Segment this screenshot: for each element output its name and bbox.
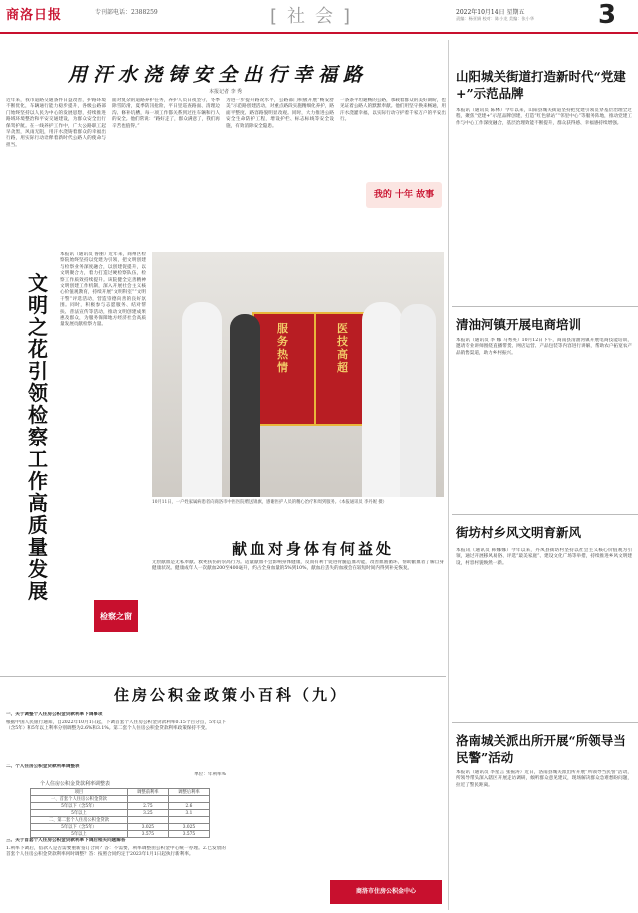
- fund-body3-continued: [232, 712, 444, 852]
- table-cell: [127, 796, 168, 803]
- table-cell: 3.25: [127, 810, 168, 817]
- person-3: [362, 302, 402, 497]
- person-4: [400, 304, 436, 497]
- right-story-2-title: 清油河镇开展电商培训: [456, 317, 582, 332]
- story-banner: [366, 182, 442, 208]
- lead-column-2: 面对复杂的道路养护任务，养护人员日夜坚守，冬季除雪防滑，夏季防汛抢险，平日里巡查路面、清理边沟、修补坑槽，每一项工作都关系到过往车辆和行人的安全。他们常说：“路好走了，群众满意了，我们再辛苦也值得。”: [112, 98, 220, 129]
- right-story-2-body: 本报讯（通讯员 李 娜 马秀英）10月12日下午，商南县清油河镇开展电商技能培训，邀请专业讲师围绕直播带货、网店运营、产品包装等内容进行讲解，帮助农户拓宽农产品销售渠道，助力乡村振兴。: [456, 338, 632, 356]
- lead-photo: [152, 252, 444, 497]
- table-cell: 2.75: [127, 803, 168, 810]
- hotline: 专刊部电话：2388259: [95, 9, 158, 16]
- fund-footer-ad: 商洛市住房公积金中心: [330, 880, 442, 904]
- table-row: [31, 817, 210, 824]
- lead-column-1: 近年来，我市道路交通条件日益改善，护路环境不断优化，车辆通行能力稳步提升，各级公路部门始终坚持以人民为中心的发展思想，持续推进路域环境整治和平安交通建设，为群众安全出行保驾护航。在一线养护工作中，广大公路职工起早贪黑，风雨无阻，用汗水浇铸着群众的幸福出行路，用实际行动诠释着新时代公路人的使命与担当。: [6, 98, 106, 148]
- table-cell: 5年以下（含5年）: [31, 824, 128, 831]
- table-header-row: [31, 789, 210, 796]
- table-row: [31, 796, 210, 803]
- pennant-left-text: 服务热情: [277, 322, 288, 374]
- fund-body3: 1.利率下调后，借款人是否需要重新签订合同？答：不需要，利率调整由公积金中心统一办理。2.已发放的首套个人住房公积金贷款利率何时调整？答：按照合同约定于2023年1月1日起执行新利率。: [6, 846, 226, 858]
- left-story-title: 文明之花引领检察工作高质量发展: [28, 271, 48, 603]
- table-cell: 3.575: [127, 831, 168, 838]
- table-row: [31, 831, 210, 838]
- prosecutor-badge: 检察之窗: [94, 600, 138, 632]
- table-cell: 3.1: [168, 810, 209, 817]
- fund-q3: 三、关于首套个人住房公积金贷款利率下调后相关问题解答: [6, 838, 126, 843]
- right-rule-1: [452, 306, 638, 307]
- lead-headline: 用汗水浇铸安全出行幸福路: [68, 64, 369, 86]
- table-header-cell: 项目: [31, 789, 128, 796]
- fund-q1: 一、关于调整个人住房公积金贷款利率下调事项: [6, 712, 103, 717]
- fund-title: 住房公积金政策小百科（九）: [114, 686, 349, 704]
- table-row: [31, 803, 210, 810]
- middle-story-body: 无偿献血是无私奉献、救死扶伤的崇高行为。适量献血不会影响身体健康，反而有利于促进骨髓造血功能，改善血液循环，帮助献血者了解自身健康状况。健康成年人一次献血200至400毫升，约占全身血量的5%到10%，献血后丢失的血液会在较短时间内得到补充恢复。: [152, 560, 444, 572]
- table-cell: 二、第二套个人住房公积金贷款: [31, 817, 128, 824]
- photo-caption: 10月11日，一户姓家属病患者向商洛市中医医院赠送锦旗，感谢医护人员的精心治疗和周到服务。（本报通讯员 李丹妮 摄）: [152, 500, 387, 505]
- column-divider: [448, 40, 449, 910]
- table-cell: 5年以下（含5年）: [31, 803, 128, 810]
- right-story-1-title: 山阳城关街道打造新时代“党建+”示范品牌: [456, 69, 626, 101]
- table-cell: 5年以上: [31, 831, 128, 838]
- middle-story-title: 献血对身体有何益处: [232, 540, 395, 558]
- table-cell: 3.575: [168, 831, 209, 838]
- header-rule: [0, 32, 638, 34]
- table-cell: [168, 796, 209, 803]
- section-title: [社会]: [270, 6, 361, 27]
- table-row: [31, 824, 210, 831]
- fund-q2: 二、个人住房公积金贷款利率调整表: [6, 764, 80, 769]
- story-banner-text: 我的 十年 故事: [373, 190, 435, 200]
- issue-date: 2022年10月14日 星期五: [456, 9, 525, 16]
- fund-table-unit: 单位：年利率%: [194, 772, 226, 777]
- page-number: 3: [598, 0, 617, 30]
- table-cell: 一、首套个人住房公积金贷款: [31, 796, 128, 803]
- right-rule-2: [452, 514, 638, 515]
- table-cell: 3.025: [168, 824, 209, 831]
- lead-column-3: 为进一步提升路况水平，公路部门积极开展“畅安舒美”示范路创建活动，对重点路段实施精细化养护，路面平整度、路容路貌明显改观。同时，大力推进公路安全生命防护工程，增设护栏、标志标线等安全设施，有效消除安全隐患。: [226, 98, 334, 129]
- right-story-1-body: 本报讯（通讯员 陈林）今年以来，山阳县城关街道坚持把党建引领贯穿基层治理全过程，聚焦“党建+”示范品牌创建，打造“红色驿站”“邻里中心”等服务阵地，推动党建工作与中心工作深度融合，基层治理效能不断提升，群众获得感、幸福感持续增强。: [456, 108, 632, 126]
- person-1: [182, 302, 222, 497]
- table-row: [31, 810, 210, 817]
- editor-credits: 责编：杨亚娟 校对：陈小龙 美编：张小华: [456, 16, 535, 21]
- newspaper-logo: 商洛日报: [6, 8, 63, 23]
- table-cell: 5年以上: [31, 810, 128, 817]
- lead-byline: 本报记者 李 秀: [209, 89, 243, 95]
- table-cell: [127, 817, 168, 824]
- person-2: [230, 314, 260, 497]
- left-story-body: 本报讯（通讯员 鲁丽）近年来，商州区检察院始终坚持以党建为引领，把文明创建与检察业务深度融合，以创建促提升，以文明聚合力，着力打造过硬检察队伍，检察工作质效持续提升。该院健全完善精神文明创建工作机制，深入开展社会主义核心价值观教育，持续开展“文明科室”“文明干警”评选活动，营造崇德向善的良好氛围。同时，积极参与志愿服务、结对帮扶、普法宣传等活动，推动文明创建成果惠及群众，为服务保障地方经济社会高质量发展贡献检察力量。: [60, 252, 146, 328]
- fund-table-title: 个人住房公积金贷款利率调整表: [40, 781, 111, 787]
- table-cell: 3.025: [127, 824, 168, 831]
- right-story-3-body: 本报讯（通讯员 韩娜娜）今年以来，丹凤县街坊村坚持以社会主义核心价值观为引领，通过开展移风易俗、评选“最美家庭”、建设文化广场等举措，持续推进乡风文明建设，村容村貌焕然一新。: [456, 548, 632, 566]
- fund-body1: 根据中国人民银行通知，自2022年10月1日起，下调首套个人住房公积金贷款利率0.15个百分点，5年以下（含5年）和5年以上利率分别调整为2.6%和3.1%。第二套个人住房公积金贷款利率政策保持不变。: [6, 720, 226, 732]
- right-story-4-title: 洛南城关派出所开展“所领导当民警”活动: [456, 733, 626, 765]
- right-story-3-title: 街坊村乡风文明育新风: [456, 525, 582, 540]
- pennant-right-text: 医技高超: [337, 322, 348, 374]
- right-rule-3: [452, 722, 638, 723]
- table-header-cell: 调整后利率: [168, 789, 209, 796]
- right-story-4-body: 本报讯（通讯员 李星言 张振涛）近日，洛南县城关派出所开展“所领导当民警”活动，所领导带头深入辖区开展走访调研，倾听群众意见建议，现场解决群众急难愁盼问题，拉近了警民距离。: [456, 770, 632, 788]
- table-header-cell: 调整前利率: [127, 789, 168, 796]
- lead-column-4: 一条条平坦通畅的公路，承载着群众的美好期盼，也见证着公路人的默默奉献。他们用坚守换来畅通，用汗水浇灌幸福，以实际行动守护着千家万户的平安出行。: [340, 98, 446, 123]
- fund-rate-table: [30, 788, 210, 838]
- fund-section-rule: [0, 676, 446, 677]
- table-cell: 2.6: [168, 803, 209, 810]
- table-cell: [168, 817, 209, 824]
- pennant-left: [252, 312, 316, 426]
